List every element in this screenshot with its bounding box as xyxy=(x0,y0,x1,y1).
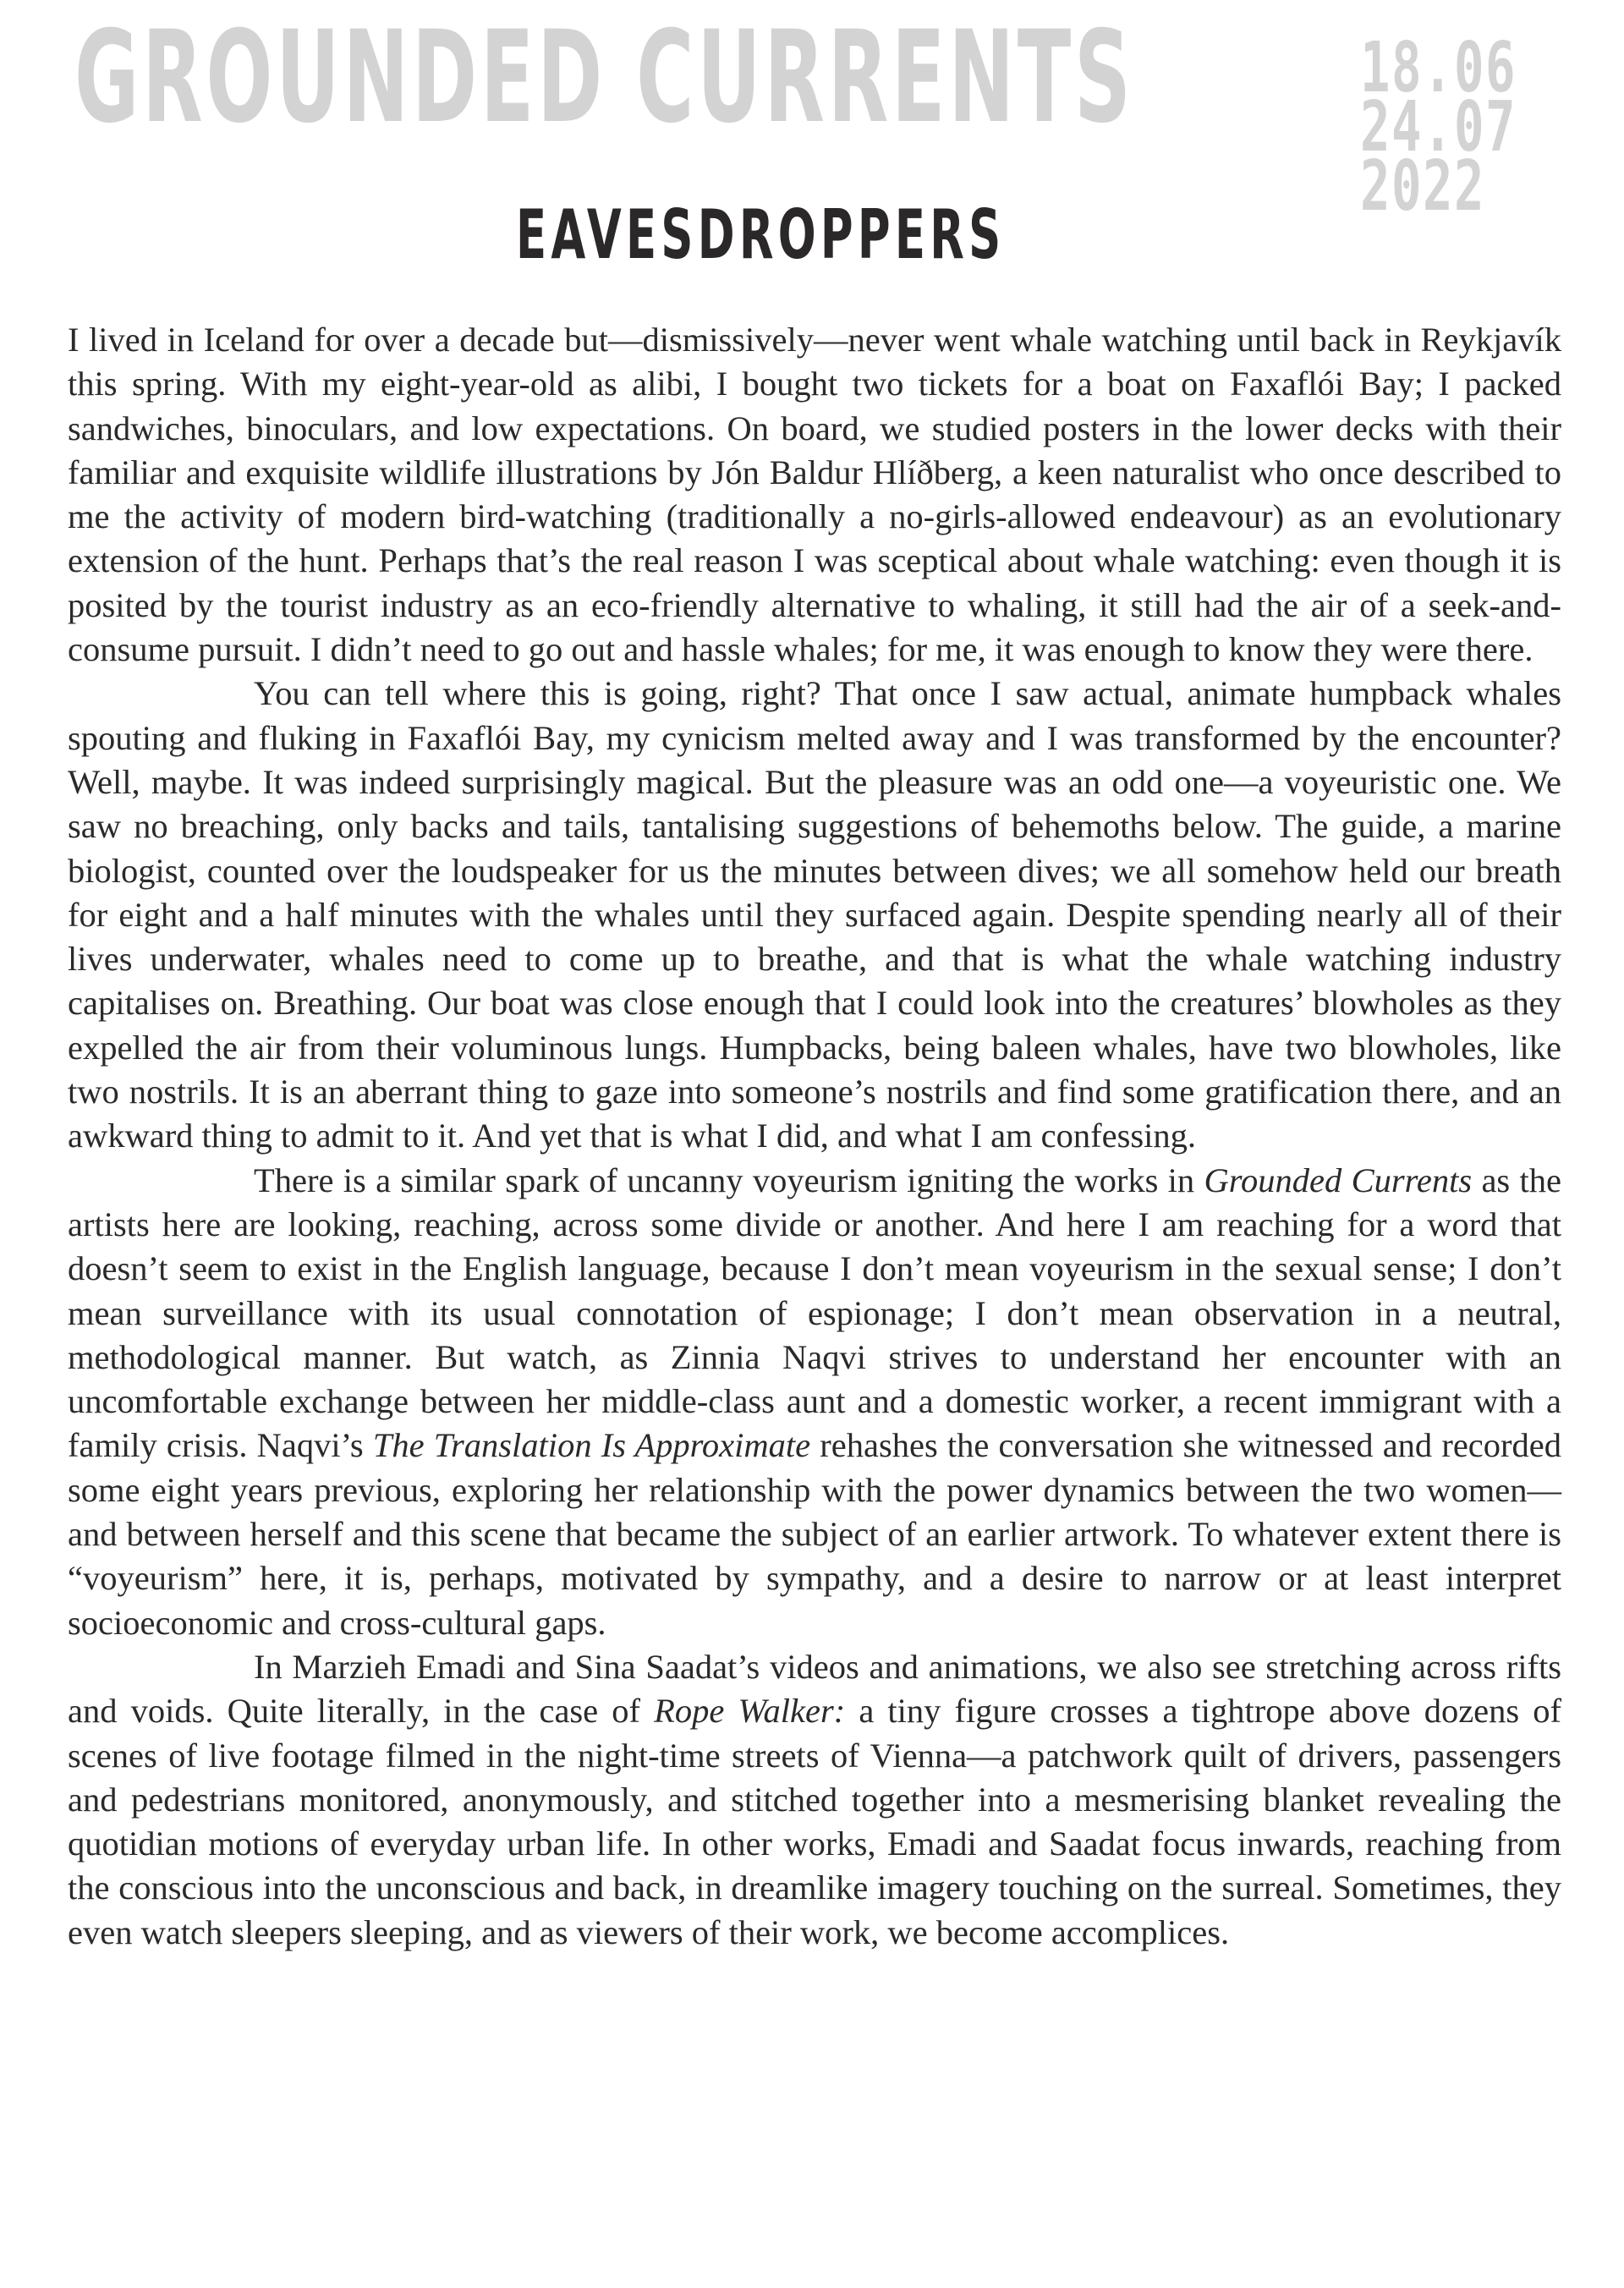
artwork-title: Grounded Currents xyxy=(1204,1160,1473,1199)
paragraph-1 xyxy=(68,318,1561,672)
exhibition-title: GROUNDED CURRENTS xyxy=(74,4,1134,151)
artwork-title: The Translation Is Approximate xyxy=(372,1426,811,1465)
text-segment: a tiny figure crosses a tightrope above dozens of scenes of live footage filmed in the night-time streets of Vienna—a patchwork quilt of drivers, passengers and pedestrians monitored, anonymously, and stitched together into a mesmerising blanket revealing the quotidian motions of everyday urban life. In other works, Emadi and Saadat focus inwards, reaching from the conscious into the unconscious and back, in dreamlike imagery touching on the surreal. Sometimes, they even watch sleepers sleeping, and as viewers of their work, we become accomplices. xyxy=(68,1692,1562,1951)
exhibition-dates xyxy=(1360,28,1517,227)
year: 2022 xyxy=(1360,146,1485,227)
paragraph-2 xyxy=(68,672,1561,1158)
paragraph-3 xyxy=(68,1159,1561,1645)
text-segment: rehashes the conversation she witnessed and recorded some eight years previous, exploring her relationship with the power dynamics between the two women—and between herself and this scene that became the subject of an earlier artwork. To whatever extent there is “voyeurism” here, it is, perhaps, motivated by sympathy, and a desire to narrow or at least interpret socioeconomic and cross-cultural gaps. xyxy=(68,1426,1561,1642)
essay-body xyxy=(68,318,1561,1955)
end-date: 24.07 xyxy=(1360,87,1517,167)
artwork-title: Rope Walker: xyxy=(654,1692,846,1731)
start-date: 18.06 xyxy=(1360,28,1517,108)
text-segment: There is a similar spark of uncanny voyeurism igniting the works in xyxy=(254,1160,1204,1199)
text-segment: You can tell where this is going, right? That once I saw actual, animate humpback whales spouting and fluking in Faxaflói Bay, my cynicism melted away and I was transformed by the encounter? Well, maybe. It was indeed surprisingly magical. But the pleasure was an odd one—a voyeuristic one. We saw no breaching, only backs and tails, tantalising suggestions of behemoths below. The guide, a marine biologist, counted over the loudspeaker for us the minutes between dives; we all somehow held our breath for eight and a half minutes with the whales until they surfaced again. Despite spending nearly all of their lives underwater, whales need to come up to breathe, and that is what the whale watching industry capitalises on. Breathing. Our boat was close enough that I could look into the creatures’ blowholes as they expelled the air from their voluminous lungs. Humpbacks, being baleen whales, have two blowholes, like two nostrils. It is an aberrant thing to gaze into someone’s nostrils and find some gratification there, and an awkward thing to admit to it. And yet that is what I did, and what I am confessing. xyxy=(68,674,1561,1155)
essay-title: EAVESDROPPERS xyxy=(516,195,1006,274)
paragraph-4 xyxy=(68,1645,1561,1955)
text-segment: I lived in Iceland for over a decade but—dismissively—never went whale watching until back in Reykjavík this spring. With my eight-year-old as alibi, I bought two tickets for a boat on Faxaflói Bay; I packed sandwiches, binoculars, and low expectations. On board, we studied posters in the lower decks with their familiar and exquisite wildlife illustrations by Jón Baldur Hlíðberg, a keen naturalist who once described to me the activity of modern bird-watching (traditionally a no-girls-allowed endeavour) as an evolutionary extension of the hunt. Perhaps that’s the real reason I was sceptical about whale watching: even though it is posited by the tourist industry as an eco-friendly alternative to whaling, it still had the air of a seek-and-consume pursuit. I didn’t need to go out and hassle whales; for me, it was enough to know they were there. xyxy=(68,321,1561,669)
text-segment: In Marzieh Emadi and Sina Saadat’s videos and animations, we also see stretching across rifts and voids. Quite literally, in the case of xyxy=(68,1647,1561,1731)
text-segment: as the artists here are looking, reaching, across some divide or another. And here I am reaching for a word that doesn’t seem to exist in the English language, because I don’t mean voyeurism in the sexual sense; I don’t mean surveillance with its usual connotation of espionage; I don’t mean observation in a neutral, methodological manner. But watch, as Zinnia Naqvi strives to understand her encounter with an uncomfortable exchange between her middle-class aunt and a domestic worker, a recent immigrant with a family crisis. Naqvi’s xyxy=(68,1160,1561,1465)
